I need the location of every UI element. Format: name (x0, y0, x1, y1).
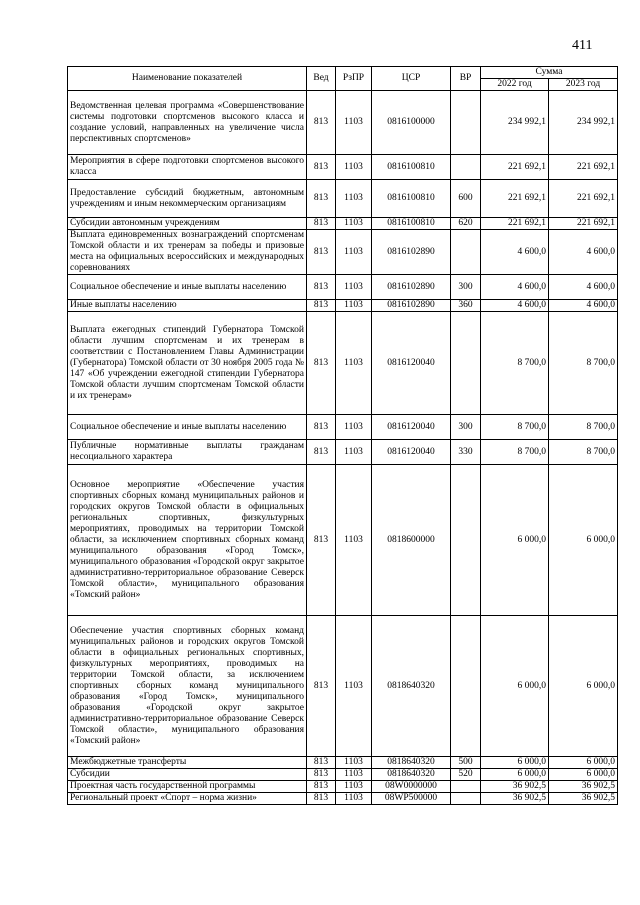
cell-ved: 813 (307, 218, 336, 230)
table-row (68, 793, 618, 805)
table-row (68, 300, 618, 312)
header-name: Наименование показателей (68, 67, 307, 91)
cell-csr: 0816120040 (372, 312, 451, 415)
cell-y2022: 6 000,0 (481, 465, 549, 616)
table-row (68, 218, 618, 230)
cell-name: Межбюджетные трансферты (68, 757, 307, 769)
cell-ved: 813 (307, 180, 336, 218)
cell-csr: 0816100810 (372, 218, 451, 230)
table-row (68, 275, 618, 300)
table-row (68, 757, 618, 769)
cell-y2022: 4 600,0 (481, 300, 549, 312)
cell-ved: 813 (307, 440, 336, 465)
cell-y2023: 4 600,0 (549, 230, 618, 275)
cell-y2023: 6 000,0 (549, 465, 618, 616)
cell-name: Социальное обеспечение и иные выплаты населению (68, 415, 307, 440)
cell-y2023: 6 000,0 (549, 757, 618, 769)
table-row (68, 180, 618, 218)
cell-ved: 813 (307, 91, 336, 155)
cell-name: Мероприятия в сфере подготовки спортсменов высокого класса (68, 155, 307, 180)
cell-rzpr: 1103 (336, 275, 372, 300)
cell-vr (451, 616, 481, 757)
cell-rzpr: 1103 (336, 616, 372, 757)
cell-ved: 813 (307, 230, 336, 275)
table-row (68, 465, 618, 616)
cell-name: Региональный проект «Спорт – норма жизни» (68, 793, 307, 805)
cell-name: Предоставление субсидий бюджетным, автономным учреждениям и иным некоммерческим организациям (68, 180, 307, 218)
cell-rzpr: 1103 (336, 218, 372, 230)
header-year-2023: 2023 год (549, 79, 618, 91)
cell-y2022: 4 600,0 (481, 275, 549, 300)
cell-y2022: 221 692,1 (481, 218, 549, 230)
table-row (68, 440, 618, 465)
cell-y2022: 8 700,0 (481, 440, 549, 465)
table-row (68, 415, 618, 440)
cell-y2022: 221 692,1 (481, 155, 549, 180)
cell-rzpr: 1103 (336, 300, 372, 312)
table-row (68, 781, 618, 793)
cell-vr: 520 (451, 769, 481, 781)
header-rzpr: РзПР (336, 67, 372, 91)
cell-csr: 0816120040 (372, 415, 451, 440)
cell-csr: 0816100000 (372, 91, 451, 155)
cell-name: Ведомственная целевая программа «Совершенствование системы подготовки спортсменов высокого класса и создание условий, направленных на увеличение числа перспективных спортсменов» (68, 91, 307, 155)
cell-rzpr: 1103 (336, 440, 372, 465)
cell-vr (451, 230, 481, 275)
cell-csr: 0818640320 (372, 616, 451, 757)
cell-ved: 813 (307, 781, 336, 793)
cell-ved: 813 (307, 616, 336, 757)
table-row (68, 312, 618, 415)
cell-rzpr: 1103 (336, 230, 372, 275)
budget-table (67, 66, 618, 805)
table-row (68, 155, 618, 180)
cell-rzpr: 1103 (336, 155, 372, 180)
header-ved: Вед (307, 67, 336, 91)
cell-rzpr: 1103 (336, 757, 372, 769)
cell-y2022: 36 902,5 (481, 781, 549, 793)
cell-y2022: 6 000,0 (481, 769, 549, 781)
cell-name: Проектная часть государственной программы (68, 781, 307, 793)
cell-name: Иные выплаты населению (68, 300, 307, 312)
header-year-2022: 2022 год (481, 79, 549, 91)
cell-y2023: 234 992,1 (549, 91, 618, 155)
header-csr: ЦСР (372, 67, 451, 91)
cell-vr: 330 (451, 440, 481, 465)
table-row (68, 91, 618, 155)
cell-vr: 620 (451, 218, 481, 230)
cell-vr (451, 91, 481, 155)
cell-vr: 600 (451, 180, 481, 218)
cell-y2022: 6 000,0 (481, 616, 549, 757)
cell-y2022: 234 992,1 (481, 91, 549, 155)
table-row (68, 769, 618, 781)
cell-y2023: 8 700,0 (549, 440, 618, 465)
cell-vr: 500 (451, 757, 481, 769)
cell-ved: 813 (307, 275, 336, 300)
cell-ved: 813 (307, 757, 336, 769)
cell-rzpr: 1103 (336, 91, 372, 155)
cell-y2023: 36 902,5 (549, 793, 618, 805)
cell-name: Публичные нормативные выплаты гражданам несоциального характера (68, 440, 307, 465)
cell-rzpr: 1103 (336, 781, 372, 793)
cell-y2023: 36 902,5 (549, 781, 618, 793)
cell-y2023: 8 700,0 (549, 312, 618, 415)
cell-ved: 813 (307, 415, 336, 440)
cell-name: Обеспечение участия спортивных сборных команд муниципальных районов и городских округов Томской области в официальных региональных спортивных, физкультурных мероприятиях, проводимых на территории Томской области, за исключением спортивных сборных команд муниципального образования «Город Томск», муниципального образования «Городской округ закрытое административно-территориальное образование Северск Томской области», муниципального образования «Томский район» (68, 616, 307, 757)
cell-csr: 0816100810 (372, 155, 451, 180)
cell-vr (451, 781, 481, 793)
cell-y2022: 4 600,0 (481, 230, 549, 275)
cell-rzpr: 1103 (336, 415, 372, 440)
cell-name: Социальное обеспечение и иные выплаты населению (68, 275, 307, 300)
cell-y2023: 4 600,0 (549, 275, 618, 300)
cell-ved: 813 (307, 312, 336, 415)
cell-y2023: 221 692,1 (549, 218, 618, 230)
cell-csr: 0816102890 (372, 300, 451, 312)
cell-vr (451, 312, 481, 415)
cell-rzpr: 1103 (336, 769, 372, 781)
header-vr: ВР (451, 67, 481, 91)
cell-rzpr: 1103 (336, 465, 372, 616)
cell-y2022: 8 700,0 (481, 312, 549, 415)
cell-vr (451, 465, 481, 616)
cell-ved: 813 (307, 465, 336, 616)
cell-csr: 0818640320 (372, 769, 451, 781)
cell-y2023: 4 600,0 (549, 300, 618, 312)
cell-y2022: 6 000,0 (481, 757, 549, 769)
header-sum: Сумма (481, 67, 618, 79)
cell-vr: 300 (451, 415, 481, 440)
cell-vr: 360 (451, 300, 481, 312)
cell-name: Выплата ежегодных стипендий Губернатора Томской области лучшим спортсменам и их тренерам в соответствии с Постановлением Главы Администрации (Губернатора) Томской области от 30 ноября 2005 года № 147 «Об учреждении ежегодной стипендии Губернатора Томской области лучшим спортсменам Томской области и их тренерам» (68, 312, 307, 415)
cell-csr: 0818600000 (372, 465, 451, 616)
cell-y2022: 221 692,1 (481, 180, 549, 218)
cell-rzpr: 1103 (336, 312, 372, 415)
cell-vr (451, 793, 481, 805)
cell-csr: 08WP500000 (372, 793, 451, 805)
cell-rzpr: 1103 (336, 180, 372, 218)
cell-csr: 0816100810 (372, 180, 451, 218)
cell-name: Выплата единовременных вознаграждений спортсменам Томской области и их тренерам за победы и призовые места на официальных всероссийских и международных соревнованиях (68, 230, 307, 275)
cell-y2023: 6 000,0 (549, 616, 618, 757)
table-row (68, 230, 618, 275)
cell-name: Субсидии автономным учреждениям (68, 218, 307, 230)
cell-name: Основное мероприятие «Обеспечение участия спортивных сборных команд муниципальных районов и городских округов Томской области в официальных региональных спортивных, физкультурных мероприятиях, проводимых на территории Томской области, за исключением спортивных сборных команд муниципального образования «Город Томск», муниципального образования «Городской округ закрытое административно-территориальное образование Северск Томской области», муниципального образования «Томский район» (68, 465, 307, 616)
table-row (68, 616, 618, 757)
cell-y2023: 8 700,0 (549, 415, 618, 440)
cell-ved: 813 (307, 300, 336, 312)
cell-y2023: 6 000,0 (549, 769, 618, 781)
cell-csr: 0818640320 (372, 757, 451, 769)
cell-ved: 813 (307, 769, 336, 781)
cell-csr: 0816102890 (372, 230, 451, 275)
cell-csr: 0816120040 (372, 440, 451, 465)
cell-y2023: 221 692,1 (549, 180, 618, 218)
cell-ved: 813 (307, 155, 336, 180)
cell-vr: 300 (451, 275, 481, 300)
cell-csr: 0816102890 (372, 275, 451, 300)
cell-csr: 08W0000000 (372, 781, 451, 793)
cell-vr (451, 155, 481, 180)
page-number: 411 (572, 38, 593, 53)
cell-y2022: 36 902,5 (481, 793, 549, 805)
cell-y2023: 221 692,1 (549, 155, 618, 180)
cell-rzpr: 1103 (336, 793, 372, 805)
cell-y2022: 8 700,0 (481, 415, 549, 440)
cell-ved: 813 (307, 793, 336, 805)
cell-name: Субсидии (68, 769, 307, 781)
